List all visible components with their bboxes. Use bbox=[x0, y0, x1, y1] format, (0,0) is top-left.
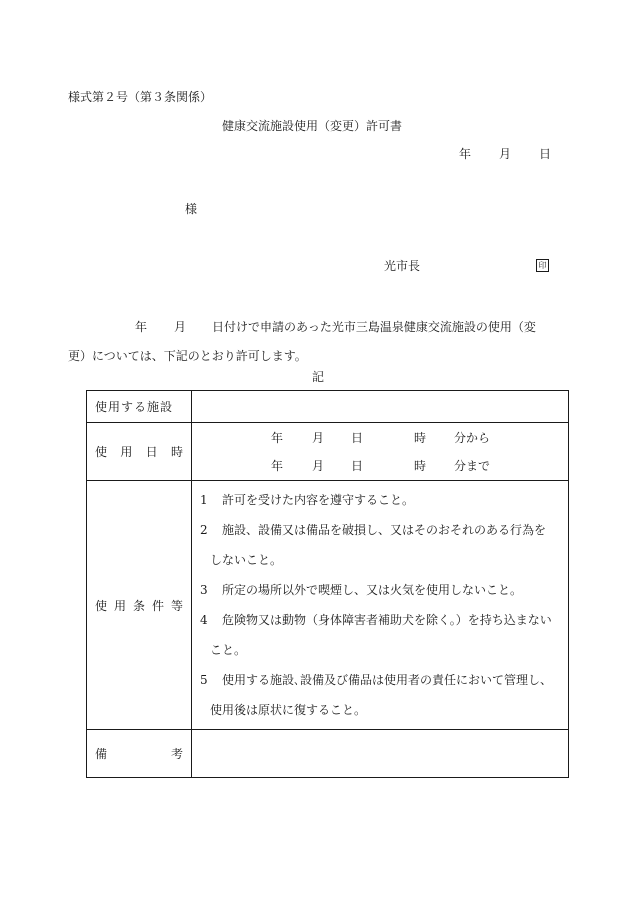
form-number: 様式第２号（第３条関係） bbox=[68, 90, 213, 104]
condition-item: 3 所定の場所以外で喫煙し、又は火気を使用しないこと。 bbox=[200, 583, 523, 597]
table-row bbox=[87, 423, 569, 481]
datetime-value bbox=[192, 423, 569, 481]
facility-value bbox=[192, 391, 569, 423]
condition-item: 4 危険物又は動物（身体障害者補助犬を除く。）を持ち込まない bbox=[200, 613, 552, 627]
body-line1: 日付けで申請のあった光市三島温泉健康交流施設の使用（変 bbox=[212, 320, 536, 334]
body-year: 年 bbox=[135, 320, 148, 334]
addressee-suffix: 様 bbox=[185, 202, 198, 216]
condition-item-continued: しないこと。 bbox=[210, 553, 283, 567]
ki-heading: 記 bbox=[312, 370, 325, 384]
document-title: 健康交流施設使用（変更）許可書 bbox=[222, 119, 403, 133]
conditions-value bbox=[192, 481, 569, 730]
condition-item: 2 施設、設備又は備品を破損し、又はそのおそれのある行為を bbox=[200, 523, 547, 537]
datetime-from: 年 月 日 時 分から bbox=[271, 431, 491, 445]
date-month: 月 bbox=[499, 147, 512, 161]
table-row bbox=[87, 730, 569, 778]
condition-item: 5 使用する施設､設備及び備品は使用者の責任において管理し、 bbox=[200, 673, 553, 687]
permission-body bbox=[68, 313, 573, 371]
conditions-label: 使 用 条 件 等 bbox=[95, 598, 183, 613]
issuer-name: 光市長 bbox=[384, 259, 421, 273]
condition-item: 1 許可を受けた内容を遵守すること。 bbox=[200, 493, 415, 507]
body-month: 月 bbox=[174, 320, 187, 334]
facility-label: 使用する施設 bbox=[87, 391, 192, 423]
datetime-label: 使 用 日 時 bbox=[95, 445, 183, 459]
issue-date bbox=[459, 148, 551, 160]
table-row bbox=[87, 481, 569, 730]
date-day: 日 bbox=[539, 147, 552, 161]
remarks-label: 備 考 bbox=[95, 747, 183, 761]
permission-table bbox=[86, 390, 569, 778]
condition-item-continued: 使用後は原状に復すること。 bbox=[210, 703, 367, 717]
seal-mark: 印 bbox=[536, 259, 549, 272]
remarks-value bbox=[192, 730, 569, 778]
body-line2: 更）については、下記のとおり許可します。 bbox=[68, 349, 307, 363]
datetime-to: 年 月 日 時 分まで bbox=[271, 459, 491, 473]
table-row bbox=[87, 391, 569, 423]
date-year: 年 bbox=[459, 147, 472, 161]
condition-item-continued: こと。 bbox=[210, 643, 247, 657]
